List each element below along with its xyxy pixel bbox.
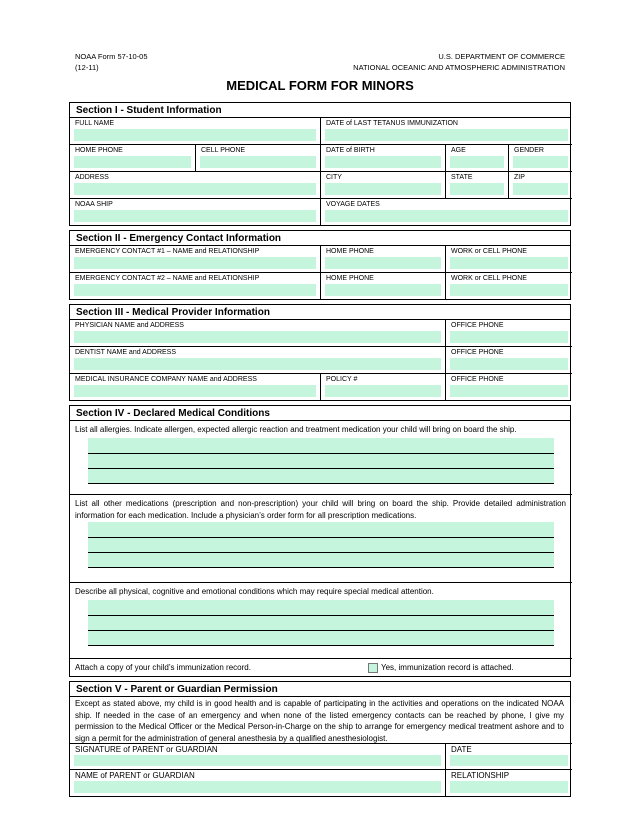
field-label: OFFICE PHONE: [451, 349, 504, 356]
physician-phone-field[interactable]: [446, 320, 572, 347]
allergies-instructions: List all allergies. Indicate allergen, expected allergic reaction and treatment medication your child will bring on board the ship.: [75, 425, 517, 434]
field-label: CITY: [326, 174, 342, 181]
field-label: HOME PHONE: [326, 248, 374, 255]
contact-2-work-phone-field[interactable]: [446, 273, 572, 299]
field-label: GENDER: [514, 147, 544, 154]
field-label: WORK or CELL PHONE: [451, 248, 527, 255]
agency-block: [353, 51, 565, 73]
conditions-input[interactable]: [88, 600, 554, 646]
contact-1-work-phone-field[interactable]: [446, 246, 572, 273]
medications-block: [70, 495, 572, 583]
dob-field[interactable]: [321, 145, 446, 172]
section-title: Section III - Medical Provider Information: [70, 305, 570, 320]
form-number: [75, 51, 148, 73]
cell-phone-field[interactable]: [196, 145, 321, 172]
field-label: FULL NAME: [75, 120, 115, 127]
field-label: RELATIONSHIP: [451, 771, 510, 780]
field-label: STATE: [451, 174, 473, 181]
age-field[interactable]: [446, 145, 509, 172]
voyage-dates-field[interactable]: [321, 199, 572, 225]
field-label: OFFICE PHONE: [451, 322, 504, 329]
field-label: NOAA SHIP: [75, 201, 113, 208]
field-label: DATE of LAST TETANUS IMMUNIZATION: [326, 120, 458, 127]
physician-field[interactable]: [70, 320, 446, 347]
dentist-field[interactable]: [70, 347, 446, 374]
gender-field[interactable]: [509, 145, 572, 172]
field-label: EMERGENCY CONTACT #2 – NAME and RELATIONSHIP: [75, 275, 260, 282]
field-label: POLICY #: [326, 376, 358, 383]
immunization-text: Attach a copy of your child’s immunization record.: [75, 663, 251, 672]
field-label: EMERGENCY CONTACT #1 – NAME and RELATIONSHIP: [75, 248, 260, 255]
allergies-block: [70, 421, 572, 495]
field-label: DENTIST NAME and ADDRESS: [75, 349, 177, 356]
relationship-field[interactable]: [446, 770, 572, 796]
immunization-checkbox-label: Yes, immunization record is attached.: [381, 663, 514, 672]
insurance-phone-field[interactable]: [446, 374, 572, 400]
permission-statement: Except as stated above, my child is in good health and is capable of participating in the activities and operations on the indicated NOAA ship. If needed in the case of an emergency and when none of the listed emergency contacts can be reached by phone, I give my permission to the Medical Officer or the Medical Person-in-Charge on the ship to arrange for emergency medical treatment ashore and to sign a permit for the administration of general anesthesia by a qualified anesthesiologist.: [75, 699, 564, 743]
state-field[interactable]: [446, 172, 509, 199]
field-label: HOME PHONE: [75, 147, 123, 154]
allergies-input[interactable]: [88, 438, 554, 484]
field-label: VOYAGE DATES: [326, 201, 380, 208]
noaa-ship-field[interactable]: [70, 199, 321, 225]
dentist-phone-field[interactable]: [446, 347, 572, 374]
section-student-info: [69, 102, 571, 226]
insurance-field[interactable]: [70, 374, 321, 400]
page-title: MEDICAL FORM FOR MINORS: [226, 78, 414, 93]
section-title: Section V - Parent or Guardian Permission: [70, 682, 570, 697]
agency-text: NATIONAL OCEANIC AND ATMOSPHERIC ADMINISTRATION: [353, 63, 565, 72]
field-label: NAME of PARENT or GUARDIAN: [75, 771, 195, 780]
policy-field[interactable]: [321, 374, 446, 400]
zip-field[interactable]: [509, 172, 572, 199]
form-number-text: NOAA Form 57-10-05: [75, 52, 148, 61]
medications-input[interactable]: [88, 522, 554, 568]
field-label: AGE: [451, 147, 466, 154]
field-label: SIGNATURE of PARENT or GUARDIAN: [75, 745, 218, 754]
field-label: PHYSICIAN NAME and ADDRESS: [75, 322, 184, 329]
section-title: Section I - Student Information: [70, 103, 570, 118]
medications-instructions: List all other medications (prescription and non-prescription) your child will bring on board the ship. Provide detailed administration information for each medication. Include a physician’s order form for all prescription medications.: [75, 499, 566, 520]
section-title: Section II - Emergency Contact Information: [70, 231, 570, 246]
field-label: ZIP: [514, 174, 525, 181]
field-label: OFFICE PHONE: [451, 376, 504, 383]
conditions-instructions: Describe all physical, cognitive and emotional conditions which may require special medical attention.: [75, 587, 434, 596]
field-label: ADDRESS: [75, 174, 109, 181]
field-label: MEDICAL INSURANCE COMPANY NAME and ADDRESS: [75, 376, 257, 383]
section-medical-provider: [69, 304, 571, 401]
signature-date-field[interactable]: [446, 743, 572, 770]
field-label: WORK or CELL PHONE: [451, 275, 527, 282]
emergency-contact-2-field[interactable]: [70, 273, 321, 299]
field-label: HOME PHONE: [326, 275, 374, 282]
field-label: DATE: [451, 745, 472, 754]
emergency-contact-1-field[interactable]: [70, 246, 321, 273]
field-label: DATE of BIRTH: [326, 147, 375, 154]
parent-signature-field[interactable]: [70, 743, 446, 770]
section-title: Section IV - Declared Medical Conditions: [70, 406, 570, 421]
section-parent-permission: [69, 681, 571, 797]
department-text: U.S. DEPARTMENT OF COMMERCE: [438, 52, 565, 61]
address-field[interactable]: [70, 172, 321, 199]
city-field[interactable]: [321, 172, 446, 199]
immunization-checkbox[interactable]: [368, 663, 378, 673]
tetanus-date-field[interactable]: [321, 118, 572, 145]
conditions-block: [70, 583, 572, 659]
section-emergency-contact: [69, 230, 571, 300]
full-name-field[interactable]: [70, 118, 321, 145]
section-medical-conditions: [69, 405, 571, 677]
home-phone-field[interactable]: [70, 145, 196, 172]
contact-2-home-phone-field[interactable]: [321, 273, 446, 299]
form-date-text: (12-11): [75, 63, 99, 72]
contact-1-home-phone-field[interactable]: [321, 246, 446, 273]
parent-name-field[interactable]: [70, 770, 446, 796]
field-label: CELL PHONE: [201, 147, 246, 154]
